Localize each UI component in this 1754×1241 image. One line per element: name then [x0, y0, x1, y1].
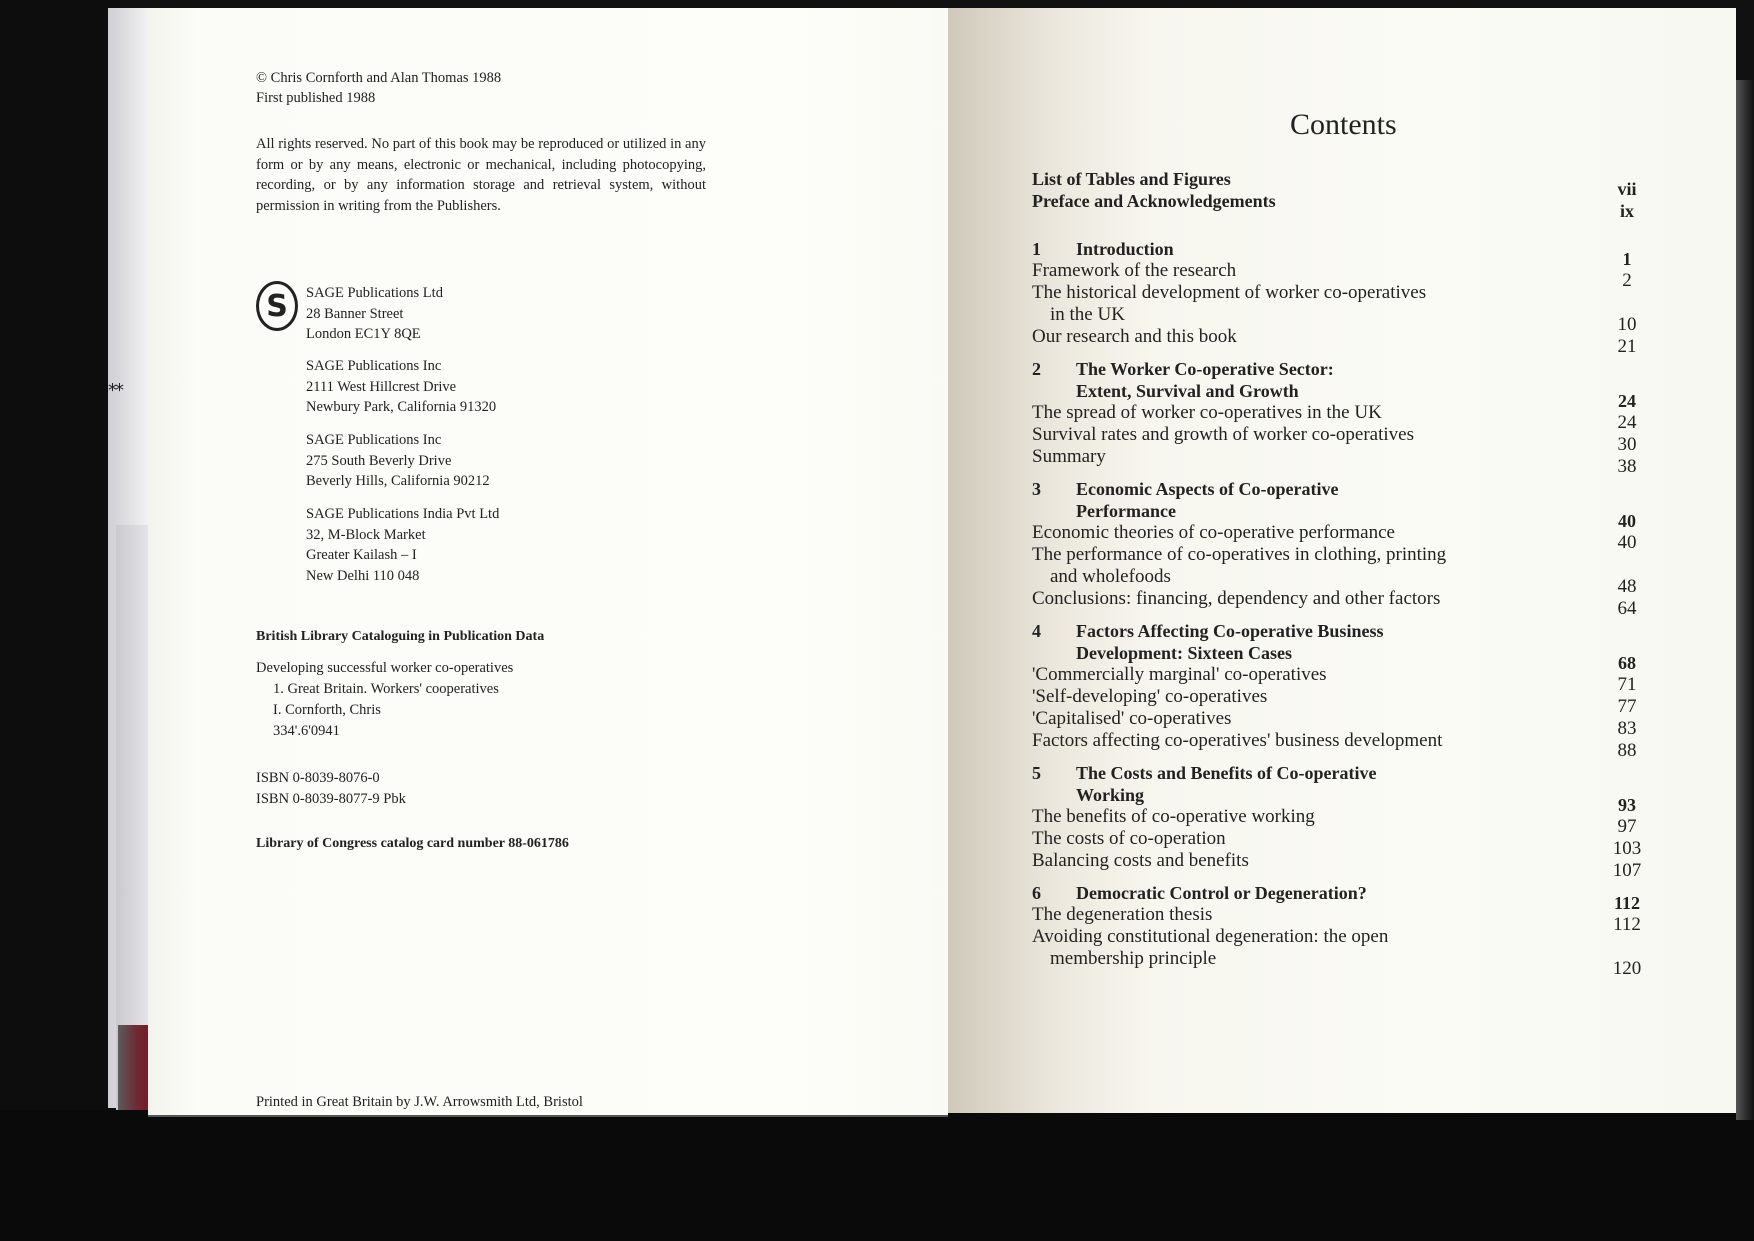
- catalogue-classification: 334'.6'0941: [273, 723, 340, 739]
- sage-logo-icon: S: [256, 281, 298, 331]
- address-line: 275 South Beverly Drive: [306, 452, 452, 469]
- section-title: The spread of worker co-operatives in the UK: [1032, 402, 1382, 423]
- catalogue-author: I. Cornforth, Chris: [273, 702, 381, 718]
- toc-chapter: [1032, 882, 1652, 913]
- toc-page-number: 30: [1617, 434, 1637, 455]
- copyright-block: [256, 68, 501, 108]
- toc-page-number: 24: [1617, 412, 1637, 433]
- publisher-address-new-delhi: [306, 504, 499, 586]
- toc-page-number: 2: [1622, 270, 1632, 291]
- toc-section: [1032, 260, 1652, 291]
- toc-page-number: 21: [1617, 336, 1637, 357]
- publisher-address-newbury-park: [306, 356, 496, 418]
- toc-page-number: 10: [1617, 314, 1637, 335]
- toc-page-number: 40: [1617, 532, 1637, 553]
- toc-page-number: 88: [1617, 740, 1637, 761]
- toc-page-number: 120: [1612, 958, 1642, 979]
- toc-section: [1032, 806, 1652, 837]
- section-title: The performance of co-operatives in clothing, printing: [1032, 544, 1447, 565]
- section-title-continued: in the UK: [1050, 304, 1125, 325]
- toc-page-number: 68: [1618, 653, 1636, 673]
- chapter-title-continued: Performance: [1076, 501, 1176, 521]
- chapter-number: 3: [1032, 479, 1041, 499]
- chapter-number: 4: [1032, 621, 1041, 641]
- chapter-title-continued: Development: Sixteen Cases: [1076, 643, 1292, 663]
- chapter-title: Introduction: [1076, 239, 1174, 259]
- address-line: 28 Banner Street: [306, 305, 404, 322]
- toc-page-number: 112: [1613, 893, 1640, 913]
- toc-page-number: vii: [1617, 179, 1637, 199]
- address-line: SAGE Publications Ltd: [306, 285, 443, 301]
- toc-page-number: 93: [1618, 795, 1636, 815]
- chapter-number: 6: [1032, 883, 1041, 903]
- section-title: Balancing costs and benefits: [1032, 850, 1249, 871]
- section-title-continued: and wholefoods: [1050, 566, 1171, 587]
- printer-line: Printed in Great Britain by J.W. Arrowsmith Ltd, Bristol: [256, 1094, 583, 1110]
- section-title: 'Self-developing' co-operatives: [1032, 686, 1268, 707]
- section-title: Framework of the research: [1032, 260, 1237, 281]
- toc-section: [1032, 730, 1652, 761]
- toc-section: [1032, 686, 1652, 717]
- toc-page-number: 107: [1612, 860, 1642, 881]
- toc-page-number: ix: [1619, 201, 1634, 221]
- library-of-congress-number: Library of Congress catalog card number 88-061786: [256, 836, 569, 851]
- scanner-background: [0, 0, 120, 1241]
- section-title: Our research and this book: [1032, 326, 1237, 347]
- toc-section: [1032, 544, 1652, 597]
- toc-page-number: 64: [1617, 598, 1637, 619]
- toc-page-number: 83: [1617, 718, 1637, 739]
- book-right-edge: [1736, 80, 1754, 1120]
- address-line: New Delhi 110 048: [306, 567, 420, 584]
- address-line: Newbury Park, California 91320: [306, 399, 497, 415]
- section-title: Factors affecting co-operatives' business development: [1032, 730, 1443, 751]
- chapter-title: Democratic Control or Degeneration?: [1076, 883, 1367, 903]
- book-cover-spine: [118, 1025, 152, 1120]
- first-published-line: First published 1988: [256, 90, 376, 106]
- toc-chapter: [1032, 478, 1652, 531]
- section-title: Summary: [1032, 446, 1106, 467]
- rights-notice: All rights reserved. No part of this book may be reproduced or utilized in any form or by any means, electronic or mechanical, including photocopying, recording, or by any information storage and retrieval system, without permission in writing from the Publishers.: [256, 136, 706, 214]
- toc-section: [1032, 904, 1652, 935]
- toc-section: [1032, 708, 1652, 739]
- toc-section: [1032, 664, 1652, 695]
- contents-heading: Contents: [1290, 108, 1397, 141]
- section-title: Survival rates and growth of worker co-operatives: [1032, 424, 1414, 445]
- address-line: London EC1Y 8QE: [306, 326, 421, 342]
- catalogue-title: Developing successful worker co-operatives: [256, 660, 514, 676]
- section-title: Economic theories of co-operative performance: [1032, 522, 1395, 543]
- address-line: Greater Kailash – I: [306, 547, 417, 563]
- toc-page-number: 77: [1617, 696, 1637, 717]
- address-line: 32, M-Block Market: [306, 526, 426, 543]
- section-title: Conclusions: financing, dependency and other factors: [1032, 588, 1441, 609]
- toc-page-number: 1: [1622, 249, 1632, 269]
- toc-section: [1032, 424, 1652, 455]
- toc-page-number: 48: [1617, 576, 1637, 597]
- toc-section: [1032, 446, 1652, 477]
- section-title: The costs of co-operation: [1032, 828, 1226, 849]
- isbn-block: [256, 768, 406, 810]
- address-line: 2111 West Hillcrest Drive: [306, 378, 457, 395]
- section-title-continued: membership principle: [1050, 948, 1217, 969]
- toc-section: [1032, 828, 1652, 859]
- section-title: 'Commercially marginal' co-operatives: [1032, 664, 1327, 685]
- chapter-number: 5: [1032, 763, 1041, 783]
- toc-entry-title: Preface and Acknowledgements: [1032, 191, 1276, 211]
- toc-chapter: [1032, 762, 1652, 815]
- cataloguing-heading: British Library Cataloguing in Publication Data: [256, 629, 545, 644]
- toc-section: [1032, 850, 1652, 881]
- toc-page-number: 103: [1612, 838, 1642, 859]
- copyright-line: © Chris Cornforth and Alan Thomas 1988: [256, 70, 502, 86]
- address-line: SAGE Publications Inc: [306, 358, 442, 374]
- toc-page-number: 97: [1617, 816, 1637, 837]
- section-title: The benefits of co-operative working: [1032, 806, 1315, 827]
- toc-page-number: 24: [1618, 391, 1636, 411]
- chapter-title-continued: Working: [1076, 785, 1145, 805]
- cataloguing-data: [256, 658, 513, 742]
- chapter-number: 1: [1032, 239, 1041, 259]
- toc-chapter: [1032, 238, 1652, 269]
- chapter-title: The Costs and Benefits of Co-operative: [1076, 763, 1377, 783]
- catalogue-subject: 1. Great Britain. Workers' cooperatives: [273, 681, 499, 697]
- toc-front-item: [1032, 168, 1652, 199]
- publisher-address-london: [306, 283, 443, 345]
- toc-section: [1032, 402, 1652, 433]
- toc-section: [1032, 326, 1652, 357]
- toc-entry-title: List of Tables and Figures: [1032, 169, 1231, 189]
- toc-page-number: 40: [1618, 511, 1636, 531]
- table-of-contents: [1032, 168, 1652, 979]
- toc-page-number: 38: [1617, 456, 1637, 477]
- address-line: Beverly Hills, California 90212: [306, 473, 490, 489]
- toc-chapter: [1032, 358, 1652, 411]
- address-line: SAGE Publications Inc: [306, 432, 442, 448]
- section-title: The degeneration thesis: [1032, 904, 1213, 925]
- publisher-address-beverly-hills: [306, 430, 490, 492]
- toc-section: [1032, 926, 1652, 979]
- isbn-paperback: ISBN 0-8039-8077-9 Pbk: [256, 791, 406, 807]
- address-line: SAGE Publications India Pvt Ltd: [306, 506, 500, 522]
- chapter-number: 2: [1032, 359, 1041, 379]
- toc-section: [1032, 588, 1652, 619]
- chapter-title: Economic Aspects of Co-operative: [1076, 479, 1339, 499]
- chapter-title: The Worker Co-operative Sector:: [1076, 359, 1334, 379]
- scanner-bottom-shadow: [0, 1110, 1754, 1241]
- section-title: The historical development of worker co-operatives: [1032, 282, 1427, 303]
- toc-section: [1032, 522, 1652, 553]
- section-title: 'Capitalised' co-operatives: [1032, 708, 1232, 729]
- isbn-hardback: ISBN 0-8039-8076-0: [256, 770, 380, 786]
- chapter-title-continued: Extent, Survival and Growth: [1076, 381, 1299, 401]
- chapter-title: Factors Affecting Co-operative Business: [1076, 621, 1384, 641]
- section-title: Avoiding constitutional degeneration: the open: [1032, 926, 1389, 947]
- edge-tag-asterisks: **: [108, 380, 122, 401]
- toc-page-number: 71: [1617, 674, 1637, 695]
- toc-section: [1032, 282, 1652, 335]
- toc-front-item: [1032, 190, 1652, 221]
- toc-chapter: [1032, 620, 1652, 673]
- toc-page-number: 112: [1613, 914, 1641, 935]
